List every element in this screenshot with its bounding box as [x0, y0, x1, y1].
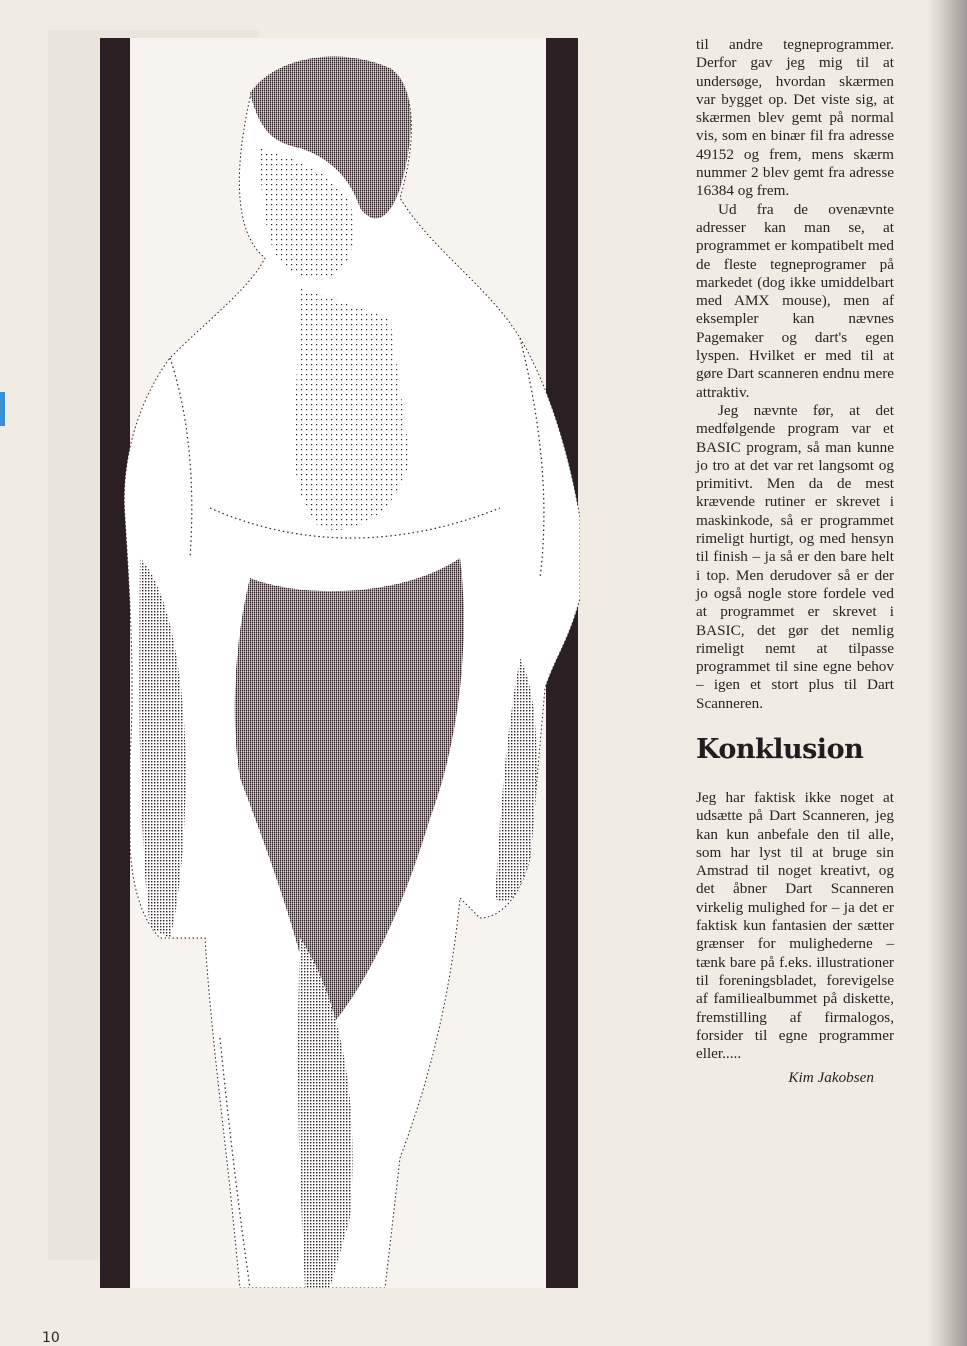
article-paragraph-2: Ud fra de ovenævnte adresser kan man se, at programmet er kompatibelt med de fleste tegneprogramer på markedet (dog ikke umiddelbart med AMX mouse), men af eksempler kan nævnes Pagemaker og dart's egen lyspen. Hvilket er med til at gøre Dart scanneren endnu mere attraktiv.	[696, 200, 894, 401]
article-paragraph-3: Jeg nævnte før, at det medfølgende program var et BASIC program, så man kunne jo tro at det var ret langsomt og primitivt. Men da de mest krævende rutiner er skrevet i maskinkode, så er programmet rimeligt hurtigt, og med hensyn til finish – ja så er den bare helt i top. Men derudover så er der jo også nogle store fordele ved at programmet er skrevet i BASIC, det gør det nemlig rimeligt nemt at tilpasse programmet til sine egne behov – igen et stort plus til Dart Scanneren.	[696, 401, 894, 712]
article-paragraph-1: til andre tegneprogrammer. Derfor gav jeg mig til at undersøge, hvordan skærmen var bygget op. Det viste sig, at skærmen blev gemt på normal vis, som en binær fil fra adresse 49152 og frem, mens skærm nummer 2 blev gemt fra adresse 16384 og frem.	[696, 36, 894, 200]
author-signature: Kim Jakobsen	[788, 1069, 874, 1087]
section-heading: Konklusion	[696, 733, 864, 765]
page-binding-shadow	[927, 0, 967, 1346]
left-black-bar	[100, 38, 130, 1288]
scanned-figure-image	[100, 38, 580, 1288]
page-number: 10	[42, 1330, 60, 1346]
page-edge-mark	[0, 392, 5, 426]
conclusion-paragraph: Jeg har faktisk ikke noget at udsætte på Dart Scanneren, jeg kan kun anbefale den til alle, som har lyst til at bruge sin Amstrad til noget kreativt, og det åbner Dart Scanneren virkelig mulighed for – ja det er faktisk kun fantasien der sætter grænser for mulighederne – tænk bare på f.eks. illustrationer til foreningsbladet, forevigelse af familiealbummet på diskette, fremstilling af firmalogos, forsider til egne programmer eller.....	[696, 788, 894, 1063]
article-column	[696, 36, 894, 1088]
scanned-illustration	[100, 38, 580, 1288]
